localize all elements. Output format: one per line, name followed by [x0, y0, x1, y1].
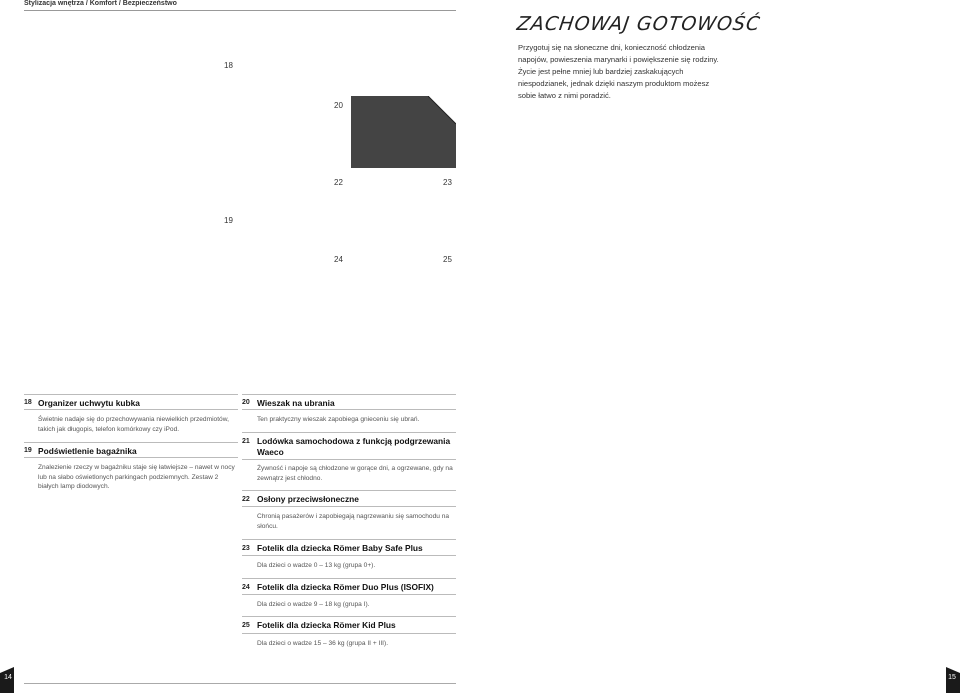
page-headline: ZACHOWAJ GOTOWOŚĆ — [515, 13, 762, 35]
image-label-25: 25 — [443, 255, 452, 264]
item-title: Organizer uchwytu kubka — [38, 398, 140, 408]
section-divider — [24, 442, 238, 443]
product-photo — [351, 96, 456, 168]
section-divider — [242, 432, 456, 433]
section-divider — [242, 616, 456, 617]
item-number: 23 — [242, 545, 250, 552]
item-title: Lodówka samochodowa z funkcją podgrzewania Waeco — [257, 436, 451, 457]
item-description: Chronią pasażerów i zapobiegają nagrzewaniu się samochodu na słońcu. — [257, 513, 450, 530]
section-divider — [242, 490, 456, 491]
item-number: 18 — [24, 399, 32, 406]
item-description: Ten praktyczny wieszak zapobiega gnieceniu się ubrań. — [257, 416, 420, 423]
section-divider — [242, 409, 456, 410]
page-number-right: 15 — [948, 674, 956, 681]
section-divider — [242, 555, 456, 556]
section-divider — [24, 394, 238, 395]
item-description: Dla dzieci o wadze 9 – 18 kg (grupa I). — [257, 601, 370, 608]
section-divider — [242, 506, 456, 507]
image-label-18: 18 — [224, 61, 233, 70]
footer-divider — [24, 683, 456, 684]
breadcrumb: Stylizacja wnętrza / Komfort / Bezpieczeństwo — [24, 0, 177, 7]
header-divider — [24, 10, 456, 11]
item-description: Dla dzieci o wadze 0 – 13 kg (grupa 0+). — [257, 562, 376, 569]
image-label-20: 20 — [334, 101, 343, 110]
item-description: Świetnie nadaje się do przechowywania niewielkich przedmiotów, takich jak długopis, telefon komórkowy czy iPod. — [38, 416, 229, 433]
item-title: Podświetlenie bagażnika — [38, 446, 137, 456]
image-label-23: 23 — [443, 178, 452, 187]
item-description: Dla dzieci o wadze 15 – 36 kg (grupa II + III). — [257, 640, 389, 647]
item-number: 22 — [242, 496, 250, 503]
item-title: Fotelik dla dziecka Römer Baby Safe Plus — [257, 543, 423, 553]
item-title: Fotelik dla dziecka Römer Kid Plus — [257, 620, 396, 630]
section-divider — [242, 459, 456, 460]
item-number: 24 — [242, 584, 250, 591]
item-number: 20 — [242, 399, 250, 406]
intro-text: Przygotuj się na słoneczne dni, konieczność chłodzenia napojów, powieszenia marynarki i powiększenie się rodziny. Życie jest pełne mniej lub bardziej zaskakujących niespodzianek, jednak dzięki naszym produktom możesz sobie łatwo z nimi poradzić. — [518, 43, 719, 100]
item-number: 21 — [242, 438, 250, 445]
item-title: Fotelik dla dziecka Römer Duo Plus (ISOFIX) — [257, 582, 434, 592]
section-divider — [24, 457, 238, 458]
section-divider — [242, 633, 456, 634]
image-label-22: 22 — [334, 178, 343, 187]
page-number-left: 14 — [4, 674, 12, 681]
item-number: 25 — [242, 622, 250, 629]
image-label-24: 24 — [334, 255, 343, 264]
page-fold-icon — [428, 96, 456, 124]
section-divider — [242, 594, 456, 595]
section-divider — [242, 578, 456, 579]
item-description: Żywność i napoje są chłodzone w gorące dni, a ogrzewane, gdy na zewnątrz jest chłodno. — [257, 465, 453, 482]
image-label-19: 19 — [224, 216, 233, 225]
section-divider — [242, 394, 456, 395]
item-title: Osłony przeciwsłoneczne — [257, 494, 359, 504]
item-description: Znalezienie rzeczy w bagażniku staje się łatwiejsze – nawet w nocy lub na słabo oświetlonych parkingach podziemnych. Zestaw 2 białych lamp diodowych. — [38, 464, 235, 490]
section-divider — [24, 409, 238, 410]
item-title: Wieszak na ubrania — [257, 398, 335, 408]
item-number: 19 — [24, 447, 32, 454]
section-divider — [242, 539, 456, 540]
